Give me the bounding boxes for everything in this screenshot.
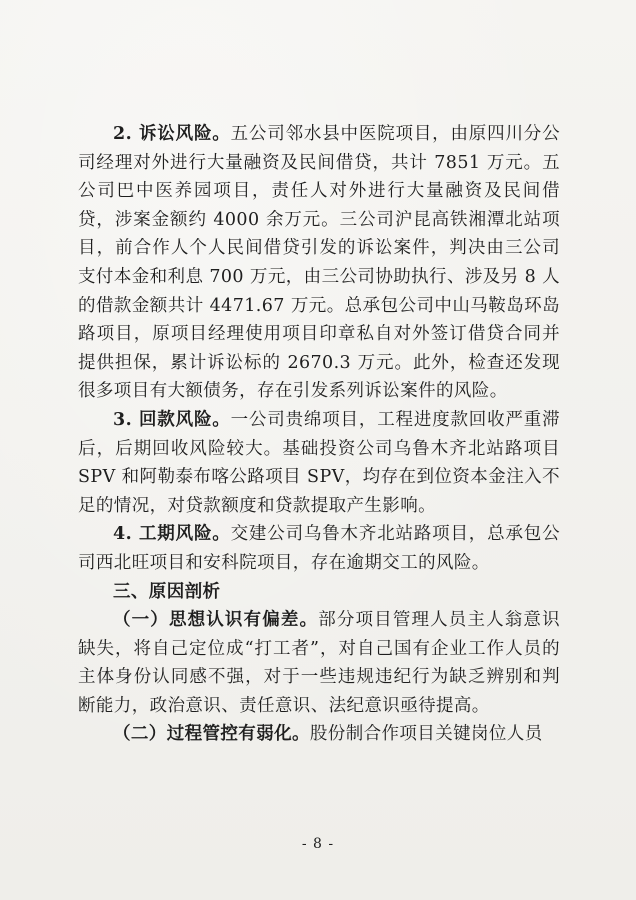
subsection-text: 股份制合作项目关键岗位人员 [309,724,543,745]
section-heading: 三、原因剖析 [113,581,221,602]
subsection-lead: （二）过程管控有弱化。 [113,724,310,745]
paragraph-lead: 2. 诉讼风险。 [113,124,231,144]
subsection-process-control [78,720,560,749]
page-number: - 8 - [301,836,335,852]
paragraph-collection-risk [78,406,560,520]
paragraph-schedule-risk [78,520,560,577]
subsection-lead: （一）思想认识有偏差。 [113,610,319,631]
paragraph-text: 五公司邻水县中医院项目，由原四川分公司经理对外进行大量融资及民间借贷，共计 7851 万元。五公司巴中医养园项目，责任人对外进行大量融资及民间借贷，涉案金额约 4000 余万元。三公司沪昆高铁湘潭北站项目，前合作人个人民间借贷引发的诉讼案件，判决由三公司支付本金和利息 700 万元，由三公司协助执行、涉及另 8 人的借款金额共计 4471.67 万元。总承包公司中山马鞍岛环岛路项目，原项目经理使用项目印章私自对外签订借贷合同并提供担保，累计诉讼标的 2670.3 万元。此外，检查还发现很多项目有大额债务，存在引发系列诉讼案件的风险。 [78,124,561,402]
paragraph-lead: 4. 工期风险。 [113,524,231,545]
document-body [78,120,560,749]
paragraph-lead: 3. 回款风险。 [113,409,231,430]
paragraph-litigation-risk [78,120,560,406]
subsection-text: 部分项目管理人员主人翁意识缺失，将自己定位成“打工者”，对自己国有企业工作人员的主体身份认同感不强，对于一些违规违纪行为缺乏辨别和判断能力，政治意识、责任意识、法纪意识亟待提高。 [78,610,560,716]
subsection-ideology [78,606,560,720]
paragraph-text: 交建公司乌鲁木齐北站路项目，总承包公司西北旺项目和安科院项目，存在逾期交工的风险。 [78,524,561,573]
paragraph-text: 一公司贵绵项目，工程进度款回收严重滞后，后期回收风险较大。基础投资公司乌鲁木齐北站路项目 SPV 和阿勒泰布喀公路项目 SPV，均存在到位资本金注入不足的情况，对贷款额度和贷款提取产生影响。 [78,409,561,516]
